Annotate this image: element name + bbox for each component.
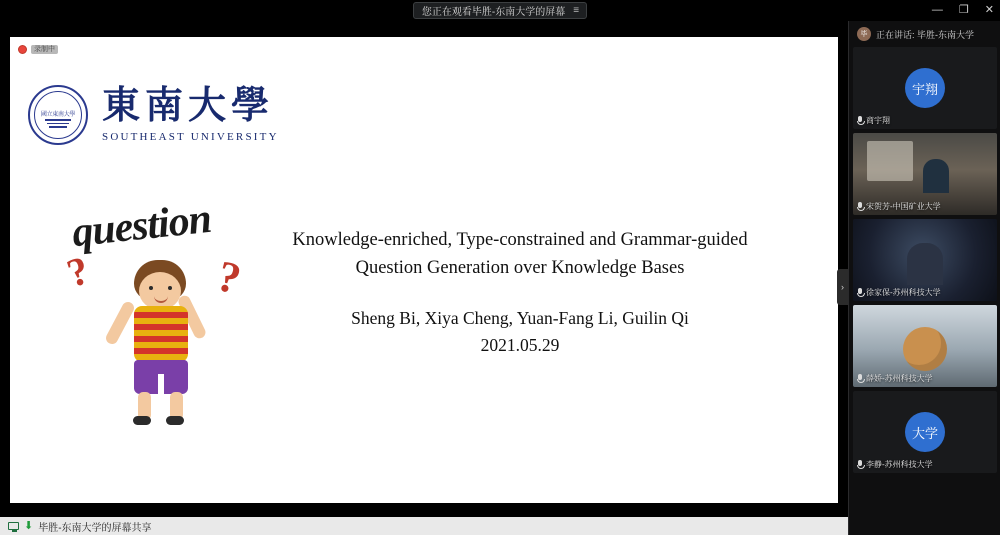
participant-name-row (856, 201, 941, 212)
avatar: 宇翔 (905, 68, 945, 108)
participant-name: 商宇翔 (866, 116, 890, 125)
child-illustration-icon (106, 260, 216, 425)
participant-name: 薛娇-苏州科技大学 (866, 374, 933, 383)
university-name-en: SOUTHEAST UNIVERSITY (102, 131, 279, 143)
participant-name-row (856, 459, 933, 470)
question-mark-left-icon: ? (61, 247, 95, 296)
mic-icon (856, 202, 863, 211)
participant-tile[interactable] (853, 47, 997, 129)
slide-title-line2: Question Generation over Knowledge Bases (355, 257, 685, 278)
author-list: Sheng Bi, Xiya Cheng, Yuan-Fang Li, Guilin Qi (351, 308, 689, 328)
download-arrow-icon: ⬇ (24, 519, 34, 532)
slide-authors (260, 305, 780, 359)
slide-title (260, 227, 780, 283)
active-speaker-avatar: 毕 (857, 27, 871, 41)
presentation-slide (10, 37, 838, 503)
seal-text: 國立東南大學 (40, 111, 76, 118)
question-word-art: question (69, 195, 214, 257)
record-dot-icon (18, 45, 27, 54)
participant-name: 李静-苏州科技大学 (866, 460, 933, 469)
recording-label: 录制中 (31, 45, 58, 54)
participant-name-row (856, 115, 890, 126)
university-name-cn: 東南大學 (102, 85, 275, 127)
presentation-date: 2021.05.29 (480, 335, 560, 356)
panel-collapse-handle[interactable]: › (837, 269, 848, 305)
close-button[interactable]: ✕ (984, 4, 994, 16)
share-notice-text: 您正在观看毕胜-东南大学的屏幕 (421, 7, 566, 18)
mic-icon (856, 116, 863, 125)
participant-tile[interactable] (853, 219, 997, 301)
active-speaker-label: 正在讲话: 毕胜-东南大学 (876, 29, 974, 40)
avatar: 大学 (905, 412, 945, 452)
seal-bars-icon (45, 117, 71, 131)
participant-name: 宋贺芳-中国矿业大学 (866, 202, 941, 211)
participant-name-row (856, 373, 933, 384)
university-seal-icon (28, 85, 88, 145)
participant-tile[interactable] (853, 391, 997, 473)
participant-tiles (853, 47, 996, 473)
share-status-bar (0, 517, 848, 535)
question-illustration (61, 195, 246, 427)
university-logo (28, 85, 279, 145)
participant-tile[interactable] (853, 305, 997, 387)
menu-icon[interactable]: ≡ (573, 5, 579, 16)
participant-name-row (856, 287, 941, 298)
title-bar (0, 0, 1000, 21)
monitor-icon (8, 522, 19, 530)
share-status-text: 毕胜-东南大学的屏幕共享 (38, 522, 152, 534)
minimize-button[interactable]: — (931, 4, 943, 16)
mic-icon (856, 374, 863, 383)
restore-button[interactable]: ❐ (958, 4, 969, 16)
participant-name: 徐家保-苏州科技大学 (866, 288, 941, 297)
slide-title-line1: Knowledge-enriched, Type-constrained and Grammar-guided (292, 230, 748, 250)
active-speaker-bar (853, 21, 996, 47)
participant-tile[interactable] (853, 133, 997, 215)
question-mark-right-icon: ? (212, 251, 246, 304)
recording-indicator (18, 45, 58, 54)
shared-screen-area (0, 21, 848, 535)
mic-icon (856, 288, 863, 297)
mic-icon (856, 460, 863, 469)
screen-share-notice[interactable] (413, 2, 587, 19)
participants-panel (848, 21, 1000, 535)
window-controls (932, 0, 994, 21)
